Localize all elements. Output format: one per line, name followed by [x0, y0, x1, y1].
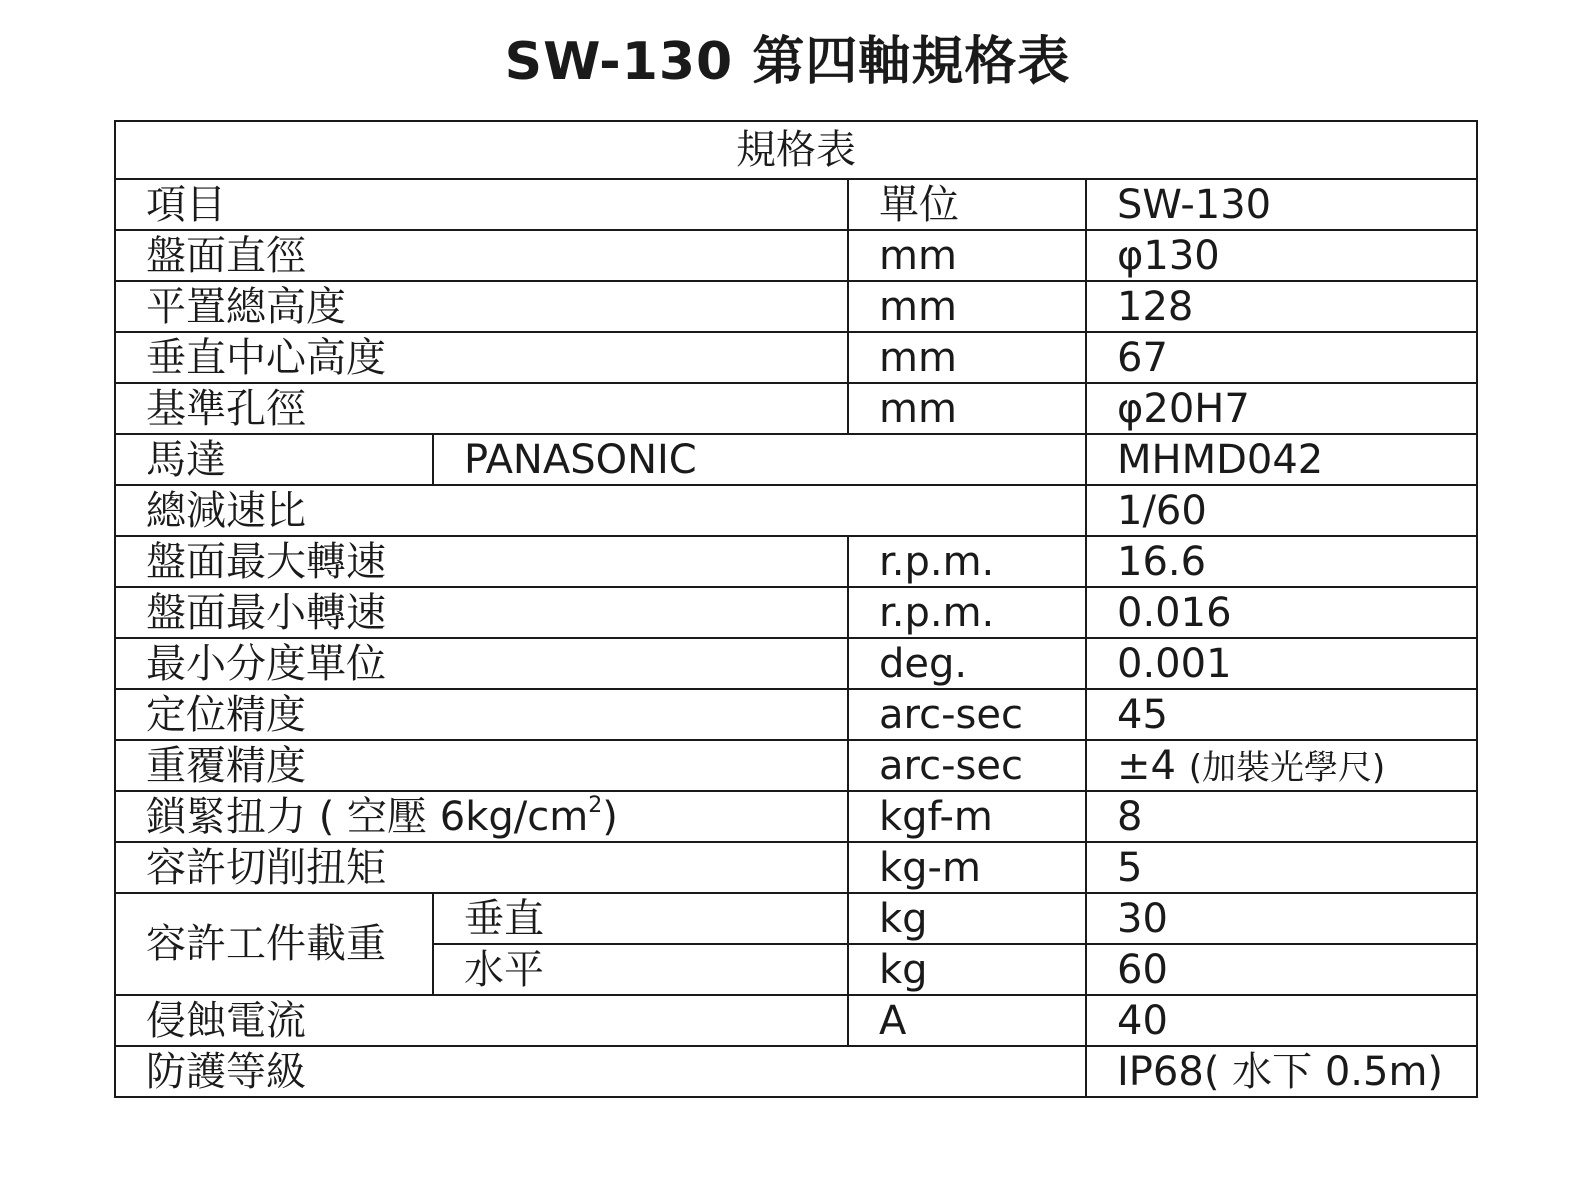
row-value: 30: [1086, 893, 1477, 944]
row-unit: A: [848, 995, 1086, 1046]
table-row: [115, 536, 1477, 587]
row-unit: r.p.m.: [848, 536, 1086, 587]
table-row: [115, 383, 1477, 434]
table-row: [115, 332, 1477, 383]
row-item: 垂直中心高度: [115, 332, 848, 383]
row-item: 馬達: [115, 434, 433, 485]
row-item: 總減速比: [115, 485, 1086, 536]
row-item: 重覆精度: [115, 740, 848, 791]
row-unit: arc-sec: [848, 689, 1086, 740]
row-unit: deg.: [848, 638, 1086, 689]
item-close: ): [602, 793, 618, 840]
row-item: 最小分度單位: [115, 638, 848, 689]
row-item: 盤面直徑: [115, 230, 848, 281]
row-item: 侵蝕電流: [115, 995, 848, 1046]
table-row: [115, 230, 1477, 281]
row-unit: arc-sec: [848, 740, 1086, 791]
table-row: [115, 587, 1477, 638]
page-title: SW-130 第四軸規格表: [504, 32, 1071, 92]
row-item: 盤面最小轉速: [115, 587, 848, 638]
row-value: φ130: [1086, 230, 1477, 281]
row-value: [1086, 740, 1477, 791]
table-caption: 規格表: [115, 121, 1477, 179]
row-unit: mm: [848, 230, 1086, 281]
row-item: 基準孔徑: [115, 383, 848, 434]
table-row-load-vertical: [115, 893, 1477, 944]
row-unit: mm: [848, 332, 1086, 383]
sub-item-vertical: 垂直: [433, 893, 848, 944]
motor-brand: PANASONIC: [433, 434, 1086, 485]
value-note: (加裝光學尺): [1188, 747, 1386, 788]
row-item: 定位精度: [115, 689, 848, 740]
row-value: φ20H7: [1086, 383, 1477, 434]
row-unit: kg-m: [848, 842, 1086, 893]
table-row: [115, 791, 1477, 842]
row-unit: kg: [848, 944, 1086, 995]
row-value: 67: [1086, 332, 1477, 383]
row-value: 0.001: [1086, 638, 1477, 689]
row-value: 5: [1086, 842, 1477, 893]
table-row: [115, 1046, 1477, 1097]
row-value: 1/60: [1086, 485, 1477, 536]
row-item: 容許切削扭矩: [115, 842, 848, 893]
table-caption-row: [115, 121, 1477, 179]
item-text: 鎖緊扭力 ( 空壓 6kg/cm: [146, 793, 589, 840]
row-unit: mm: [848, 383, 1086, 434]
superscript: 2: [588, 792, 603, 818]
table-row: [115, 281, 1477, 332]
table-row: [115, 842, 1477, 893]
row-value: 8: [1086, 791, 1477, 842]
row-item: 盤面最大轉速: [115, 536, 848, 587]
table-row-motor: [115, 434, 1477, 485]
table-row: [115, 689, 1477, 740]
row-value: 45: [1086, 689, 1477, 740]
table-row: [115, 995, 1477, 1046]
row-unit: mm: [848, 281, 1086, 332]
header-model: SW-130: [1086, 179, 1477, 230]
spec-table: [114, 120, 1478, 1098]
row-unit: kgf-m: [848, 791, 1086, 842]
row-value: 16.6: [1086, 536, 1477, 587]
row-value: 0.016: [1086, 587, 1477, 638]
row-value: IP68( 水下 0.5m): [1086, 1046, 1477, 1097]
row-value: 40: [1086, 995, 1477, 1046]
header-item: 項目: [115, 179, 848, 230]
table-row: [115, 485, 1477, 536]
value-text: ±4: [1117, 742, 1176, 789]
row-unit: kg: [848, 893, 1086, 944]
table-row: [115, 740, 1477, 791]
row-value: 128: [1086, 281, 1477, 332]
row-value: MHMD042: [1086, 434, 1477, 485]
row-item: 容許工件載重: [115, 893, 433, 995]
sub-item-horizontal: 水平: [433, 944, 848, 995]
row-item: [115, 791, 848, 842]
row-item: 平置總高度: [115, 281, 848, 332]
table-row: [115, 638, 1477, 689]
row-value: 60: [1086, 944, 1477, 995]
row-item: 防護等級: [115, 1046, 1086, 1097]
header-unit: 單位: [848, 179, 1086, 230]
row-unit: r.p.m.: [848, 587, 1086, 638]
table-header-row: [115, 179, 1477, 230]
